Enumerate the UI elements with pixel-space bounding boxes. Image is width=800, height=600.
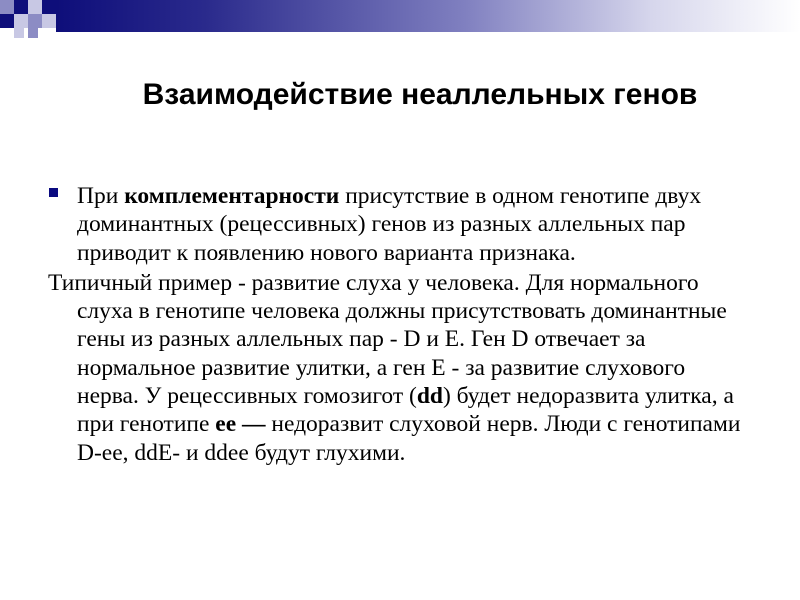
deco-square	[42, 0, 56, 14]
slide-body	[48, 182, 748, 467]
deco-square	[14, 14, 28, 28]
p2-text-b: ) будет недоразвита улитка, а при генотипе	[77, 383, 734, 438]
p2-text-a: Типичный пример - развитие слуха у человека. Для нормального слуха в генотипе человека должны присутствовать доминантные гены из разных аллельных пар - D и E. Ген D отвечает за нормальное развитие улитки, а ген E - за развитие слухового нерва. У рецессивных гомозигот (	[48, 269, 727, 410]
example-paragraph	[48, 269, 748, 467]
deco-square	[14, 28, 24, 38]
p1-bold-term: комплементарности	[124, 183, 340, 209]
header-decoration	[0, 0, 800, 32]
p1-text: присутствие в одном генотипе двух доминантных (рецессивных) генов из разных аллельных пар приводит к появлению нового варианта признака.	[77, 183, 702, 266]
p1-prefix: При	[77, 183, 125, 209]
deco-square	[0, 0, 14, 14]
bullet-paragraph	[48, 182, 748, 267]
deco-square	[14, 0, 28, 14]
p2-bold-dd: dd	[416, 383, 443, 410]
deco-square	[0, 14, 14, 28]
deco-square	[28, 14, 42, 28]
deco-square	[28, 0, 42, 14]
slide-title: Взаимодействие неаллельных генов	[142, 78, 698, 111]
deco-square	[42, 14, 56, 28]
deco-square	[28, 28, 38, 38]
p2-text-c: недоразвит слуховой нерв. Люди с генотипами D-ee, ddE- и ddee будут глухими.	[77, 411, 741, 466]
header-gradient-band	[56, 0, 800, 32]
p2-bold-ee: ee —	[215, 411, 266, 438]
square-bullet-icon	[49, 188, 58, 197]
